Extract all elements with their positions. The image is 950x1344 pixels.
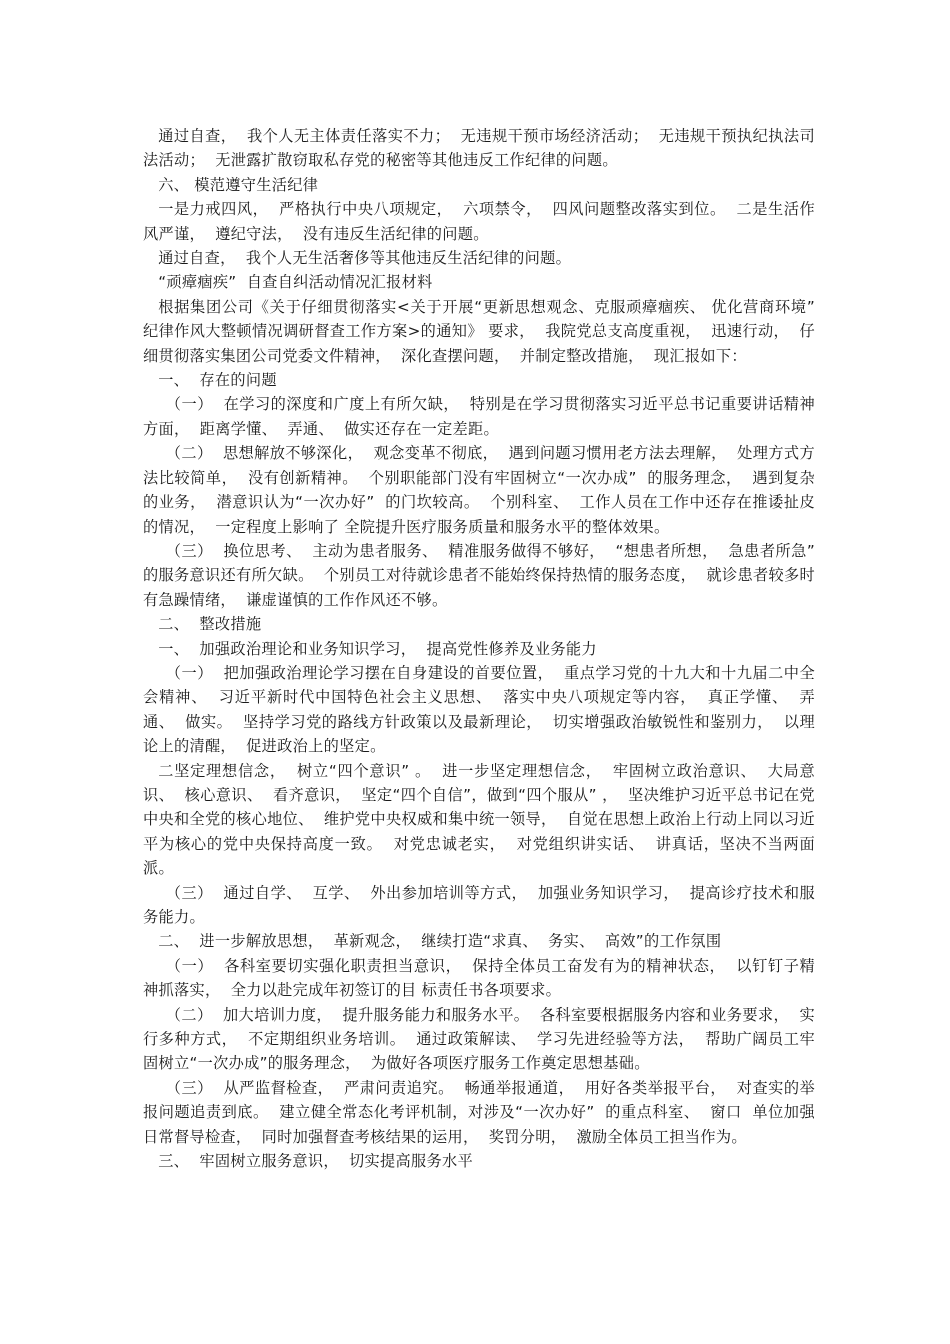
- paragraph: （二） 思想解放不够深化， 观念变革不彻底， 遇到问题习惯用老方法去理解， 处理方式方法比较简单， 没有创新精神。 个别职能部门没有牢固树立“一次办成” 的服务理念， 遇到复杂的业务， 潜意识认为“一次办好” 的门坎较高。 个别科室、 工作人员在工作中还存在推诿扯皮的情况， 一定程度上影响了 全院提升医疗服务质量和服务水平的整体效果。: [143, 444, 815, 536]
- paragraph: 一、 存在的问题: [158, 371, 277, 390]
- paragraph: 二、 整改措施: [158, 615, 262, 634]
- paragraph: 根据集团公司《关于仔细贯彻落实<关于开展“更新思想观念、克服顽瘴痼疾、 优化营商环境” 纪律作风大整顿情况调研督查工作方案>的通知》 要求， 我院党总支高度重视， 迅速行动， 仔细贯彻落实集团公司党委文件精神， 深化查摆问题， 并制定整改措施， 现汇报如下：: [143, 297, 821, 365]
- paragraph: 通过自查， 我个人无生活奢侈等其他违反生活纪律的问题。: [158, 249, 572, 268]
- paragraph: 一是力戒四风， 严格执行中央八项规定， 六项禁令， 四风问题整改落实到位。 二是生活作风严谨， 遵纪守法， 没有违反生活纪律的问题。: [143, 200, 815, 243]
- paragraph: （一） 各科室要切实强化职责担当意识， 保持全体员工奋发有为的精神状态， 以钉钉子精神抓落实， 全力以赴完成年初签订的目 标责任书各项要求。: [143, 956, 815, 1000]
- paragraph: （三） 换位思考、 主动为患者服务、 精准服务做得不够好， “想患者所想， 急患者所急” 的服务意识还有所欠缺。 个别员工对待就诊患者不能始终保持热情的服务态度， 就诊患者较多时有急躁情绪， 谦虚谨慎的工作作风还不够。: [143, 541, 826, 609]
- paragraph: 六、 模范遵守生活纪律: [158, 175, 319, 194]
- paragraph: （二） 加大培训力度， 提升服务能力和服务水平。 各科室要根据服务内容和业务要求， 实行多种方式， 不定期组织业务培训。 通过政策解读、 学习先进经验等方法， 帮助广阔员工牢固树立“一次办成”的服务理念， 为做好各项医疗服务工作奠定思想基础。: [143, 1005, 815, 1073]
- paragraph: （三） 从严监督检查， 严肃问责追究。 畅通举报通道， 用好各类举报平台， 对查实的举报问题追责到底。 建立健全常态化考评机制，对涉及“一次办好” 的重点科室、 窗口 单位加强日常督导检查， 同时加强督查考核结果的运用， 奖罚分明， 激励全体员工担当作为。: [143, 1078, 815, 1146]
- paragraph: 三、 牢固树立服务意识， 切实提高服务水平: [158, 1152, 473, 1171]
- paragraph: 二坚定理想信念， 树立“四个意识” 。 进一步坚定理想信念， 牢固树立政治意识、 大局意识、 核心意识、 看齐意识， 坚定“四个自信”，做到“四个服从” ， 坚决维护习近平总书记在党中央和全党的核心地位、 维护党中央权威和集中统一领导， 自觉在思想上政治上行动上同以习近平为核心的党中央保持高度一致。 对党忠诚老实， 对党组织讲实话、 讲真话，坚决不当两面派。: [143, 761, 815, 878]
- paragraph: （一） 在学习的深度和广度上有所欠缺， 特别是在学习贯彻落实习近平总书记重要讲话精神方面， 距离学懂、 弄通、 做实还存在一定差距。: [143, 395, 815, 438]
- paragraph: （一） 把加强政治理论学习摆在自身建设的首要位置， 重点学习党的十九大和十九届二中全会精神、 习近平新时代中国特色社会主义思想、 落实中央八项规定等内容， 真正学懂、 弄通、 做实。 坚持学习党的路线方针政策以及最新理论， 切实增强政治敏锐性和鉴别力， 以理论上的清醒， 促进政治上的坚定。: [143, 663, 815, 756]
- paragraph: 通过自查， 我个人无主体责任落实不力； 无违规干预市场经济活动； 无违规干预执纪执法司法活动； 无泄露扩散窃取私存党的秘密等其他违反工作纪律的问题。: [143, 127, 815, 170]
- paragraph: 二、 进一步解放思想， 革新观念， 继续打造“求真、 务实、 高效”的工作氛围: [158, 932, 722, 951]
- paragraph: “顽瘴痼疾” 自查自纠活动情况汇报材料: [158, 273, 433, 292]
- paragraph: 一、 加强政治理论和业务知识学习， 提高党性修养及业务能力: [158, 639, 597, 658]
- document-body: [143, 124, 826, 1173]
- paragraph: （三） 通过自学、 互学、 外出参加培训等方式， 加强业务知识学习， 提高诊疗技术和服务能力。: [143, 883, 815, 926]
